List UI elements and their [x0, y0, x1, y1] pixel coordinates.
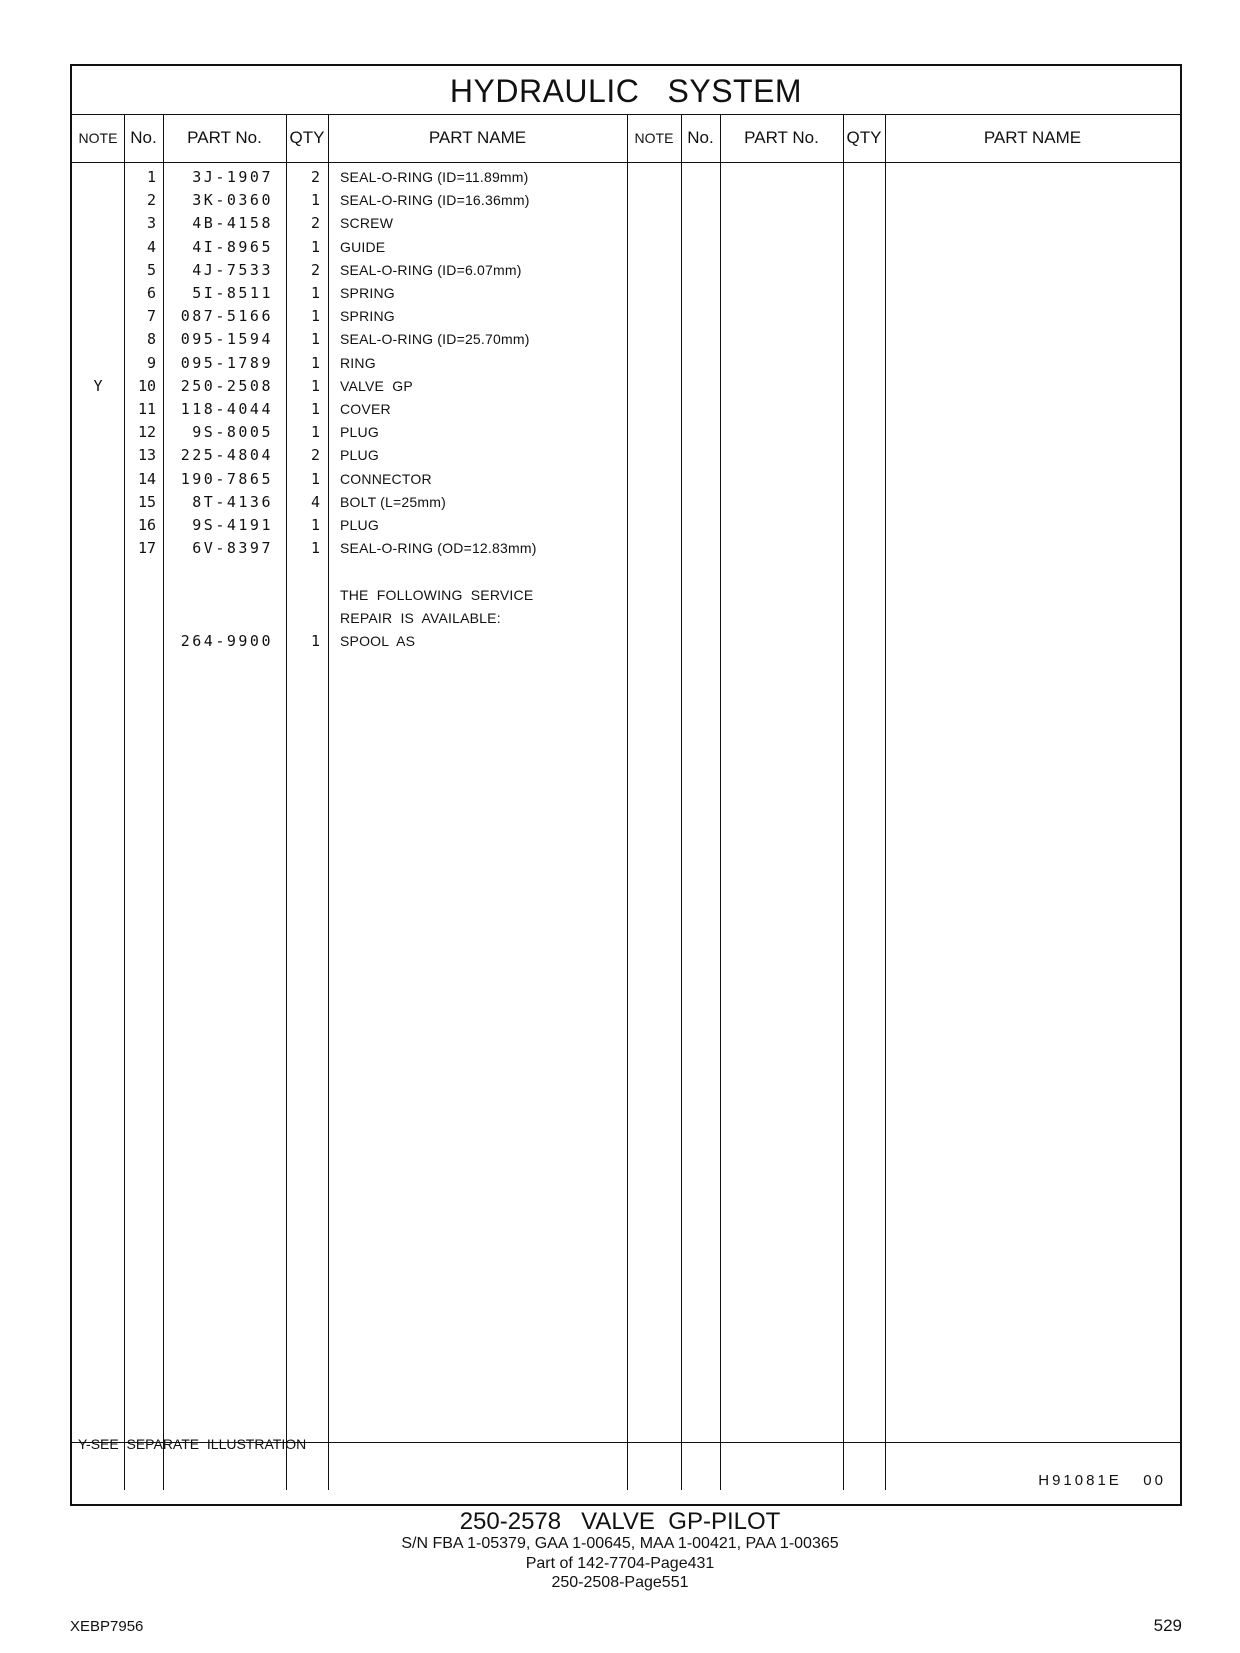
- row-part-name: PLUG: [340, 424, 379, 441]
- row-part-name: VALVE GP: [340, 377, 413, 394]
- table-row: [72, 630, 1180, 653]
- row-quantity: 1: [310, 376, 320, 395]
- row-number: 5: [146, 260, 156, 279]
- row-part-number: 095-1594: [180, 330, 273, 349]
- row-part-name: COVER: [340, 401, 391, 417]
- row-part-name: CONNECTOR: [340, 470, 432, 487]
- row-part-number: 6V-8397: [192, 539, 273, 558]
- row-part-name: SPRING: [340, 308, 395, 325]
- row-number: 13: [137, 446, 156, 465]
- row-part-name: BOLT (L=25mm): [340, 493, 446, 510]
- row-part-name: GUIDE: [340, 238, 386, 255]
- header-partname-right: PART NAME: [983, 128, 1082, 147]
- row-number: 4: [146, 237, 156, 256]
- table-row: [72, 166, 1180, 189]
- row-part-name: RING: [340, 354, 376, 371]
- row-quantity: 2: [310, 168, 320, 186]
- table-row: [72, 560, 1180, 583]
- row-part-name: SPRING: [340, 285, 395, 301]
- row-quantity: 1: [310, 516, 320, 534]
- table-row: [72, 305, 1180, 328]
- table-row: [72, 282, 1180, 305]
- row-part-name: SEAL-O-RING (ID=16.36mm): [340, 192, 530, 209]
- row-quantity: 1: [310, 191, 320, 210]
- row-part-name: SPOOL AS: [340, 633, 416, 649]
- row-part-number: 8T-4136: [192, 492, 273, 511]
- page-number: 529: [1153, 1616, 1182, 1635]
- row-quantity: 1: [310, 353, 320, 372]
- row-part-number: 264-9900: [180, 632, 273, 650]
- row-number: 17: [137, 539, 156, 558]
- row-quantity: 1: [310, 400, 320, 418]
- part-of-reference: Part of 142-7704-Page431: [525, 1555, 715, 1572]
- row-part-number: 4B-4158: [192, 214, 273, 233]
- row-quantity: 4: [310, 492, 320, 511]
- row-part-name: SEAL-O-RING (ID=11.89mm): [340, 169, 529, 185]
- row-quantity: 1: [310, 469, 320, 488]
- row-quantity: 1: [310, 237, 320, 256]
- row-number: 15: [137, 492, 156, 511]
- table-row: [72, 212, 1180, 235]
- header-note-right: NOTE: [634, 130, 674, 146]
- row-number: 16: [137, 516, 156, 534]
- row-number: 2: [146, 191, 156, 210]
- row-part-name: SEAL-O-RING (ID=6.07mm): [340, 261, 522, 278]
- row-part-name: REPAIR IS AVAILABLE:: [340, 609, 501, 626]
- table-row: [72, 607, 1180, 630]
- row-quantity: 2: [310, 260, 320, 279]
- row-part-number: 190-7865: [180, 469, 273, 488]
- row-quantity: 2: [310, 446, 320, 465]
- row-quantity: 1: [310, 284, 320, 302]
- row-part-number: 095-1789: [180, 353, 273, 372]
- row-number: 6: [146, 284, 156, 302]
- row-part-number: 118-4044: [180, 400, 273, 418]
- table-row: [72, 236, 1180, 259]
- row-part-number: 3J-1907: [192, 168, 273, 186]
- row-number: 7: [146, 307, 156, 326]
- row-part-number: 087-5166: [180, 307, 273, 326]
- header-no-left: No.: [130, 128, 157, 147]
- row-number: 9: [146, 353, 156, 372]
- row-number: 10: [137, 376, 156, 395]
- parts-table: [70, 64, 1182, 1506]
- row-number: 3: [146, 214, 156, 233]
- row-quantity: 1: [310, 307, 320, 326]
- row-part-number: 3K-0360: [192, 191, 273, 210]
- header-partno-right: PART No.: [744, 128, 819, 147]
- table-row: [72, 468, 1180, 491]
- header-qty-left: QTY: [289, 128, 325, 147]
- row-quantity: 1: [310, 330, 320, 349]
- row-part-name: SCREW: [340, 215, 394, 232]
- header-row: [72, 114, 1180, 163]
- catalog-number: XEBP7956: [70, 1618, 144, 1635]
- header-no-right: No.: [687, 128, 714, 147]
- row-part-number: 4I-8965: [192, 237, 273, 256]
- row-number: 1: [146, 168, 156, 186]
- row-part-number: 250-2508: [180, 376, 273, 395]
- row-number: 11: [137, 400, 156, 418]
- row-part-name: SEAL-O-RING (OD=12.83mm): [340, 540, 537, 557]
- row-part-number: 9S-8005: [192, 423, 273, 442]
- table-row: [72, 444, 1180, 467]
- row-note: Y: [93, 376, 103, 395]
- row-quantity: 2: [310, 214, 320, 233]
- header-partno-left: PART No.: [187, 128, 262, 147]
- row-quantity: 1: [310, 423, 320, 442]
- row-number: 12: [137, 423, 156, 442]
- row-number: 14: [137, 469, 156, 488]
- row-part-number: 225-4804: [180, 446, 273, 465]
- table-row: [72, 375, 1180, 398]
- table-row: [72, 514, 1180, 537]
- row-quantity: 1: [310, 632, 320, 650]
- row-part-number: 5I-8511: [192, 284, 273, 302]
- serial-numbers: S/N FBA 1-05379, GAA 1-00645, MAA 1-00421, PAA 1-00365: [401, 1535, 839, 1552]
- header-partname-left: PART NAME: [428, 128, 527, 147]
- row-part-number: 9S-4191: [192, 516, 273, 534]
- table-row: [72, 352, 1180, 375]
- row-part-name: THE FOLLOWING SERVICE: [340, 586, 534, 603]
- related-page-reference: 250-2508-Page551: [551, 1574, 689, 1591]
- row-part-number: 4J-7533: [192, 260, 273, 279]
- table-row: [72, 491, 1180, 514]
- row-number: 8: [146, 330, 156, 349]
- table-row: [72, 421, 1180, 444]
- row-part-name: PLUG: [340, 447, 379, 464]
- footnote: Y-SEE SEPARATE ILLUSTRATION: [78, 1436, 307, 1452]
- row-part-name: PLUG: [340, 517, 379, 533]
- row-part-name: SEAL-O-RING (ID=25.70mm): [340, 331, 530, 348]
- table-row: [72, 328, 1180, 351]
- table-row: [72, 537, 1180, 560]
- row-quantity: 1: [310, 539, 320, 558]
- header-qty-right: QTY: [846, 128, 882, 147]
- table-row: [72, 189, 1180, 212]
- table-row: [72, 398, 1180, 421]
- group-title: 250-2578 VALVE GP-PILOT: [459, 1508, 781, 1535]
- document-reference: H91081E 00: [1038, 1472, 1166, 1489]
- table-row: [72, 584, 1180, 607]
- header-note-left: NOTE: [78, 130, 118, 146]
- table-title: HYDRAULIC SYSTEM: [72, 66, 1180, 115]
- table-row: [72, 259, 1180, 282]
